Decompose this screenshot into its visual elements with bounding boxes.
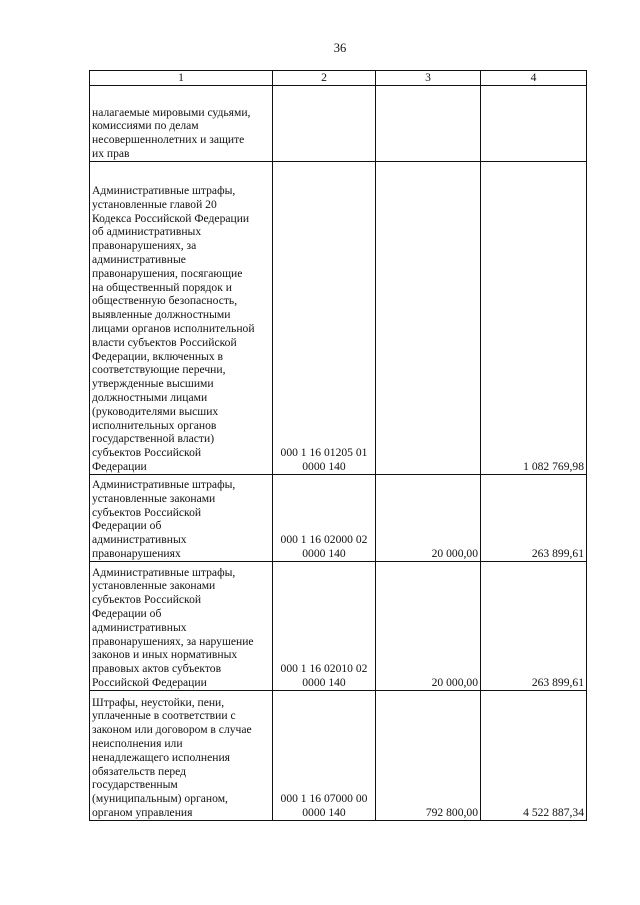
income-name: Административные штрафы, установленные главой 20 Кодекса Российской Федерации об административных правонарушениях, за административные правонарушения, посягающие на общественный порядок и общественную безопасность, выявленные должностными лицами органов исполнительной власти субъектов Российской Федерации, включенных в соответствующие перечни, утвержденные высшими должностными лицами (руководителями высших исполнительных органов государственной власти) субъектов Российской Федерации [90, 161, 273, 474]
column-header-4: 4 [481, 71, 587, 86]
amount-col3 [376, 161, 481, 474]
column-header-2: 2 [273, 71, 376, 86]
amount-col4: 1 082 769,98 [481, 161, 587, 474]
table-row [90, 561, 587, 690]
income-name: Административные штрафы, установленные законами субъектов Российской Федерации об административных правонарушениях [90, 474, 273, 561]
table-header-row [90, 71, 587, 86]
table-row [90, 85, 587, 161]
amount-col4 [481, 85, 587, 161]
income-code: 000 1 16 01205 01 0000 140 [273, 161, 376, 474]
income-code: 000 1 16 07000 00 0000 140 [273, 690, 376, 820]
amount-col3: 20 000,00 [376, 474, 481, 561]
table-row [90, 474, 587, 561]
column-header-3: 3 [376, 71, 481, 86]
amount-col3: 20 000,00 [376, 561, 481, 690]
table-row [90, 690, 587, 820]
income-name: Административные штрафы, установленные законами субъектов Российской Федерации об административных правонарушениях, за нарушение законов и иных нормативных правовых актов субъектов Российской Федерации [90, 561, 273, 690]
amount-col4: 263 899,61 [481, 561, 587, 690]
amount-col4: 4 522 887,34 [481, 690, 587, 820]
income-code [273, 85, 376, 161]
table-row [90, 161, 587, 474]
income-name: налагаемые мировыми судьями, комиссиями по делам несовершеннолетних и защите их прав [90, 85, 273, 161]
budget-table [89, 70, 587, 821]
income-code: 000 1 16 02000 02 0000 140 [273, 474, 376, 561]
amount-col4: 263 899,61 [481, 474, 587, 561]
amount-col3 [376, 85, 481, 161]
column-header-1: 1 [90, 71, 273, 86]
amount-col3: 792 800,00 [376, 690, 481, 820]
income-name: Штрафы, неустойки, пени, уплаченные в соответствии с законом или договором в случае неисполнения или ненадлежащего исполнения обязательств перед государственным (муниципальным) органом, органом управления [90, 690, 273, 820]
income-code: 000 1 16 02010 02 0000 140 [273, 561, 376, 690]
page-number: 36 [333, 41, 347, 55]
